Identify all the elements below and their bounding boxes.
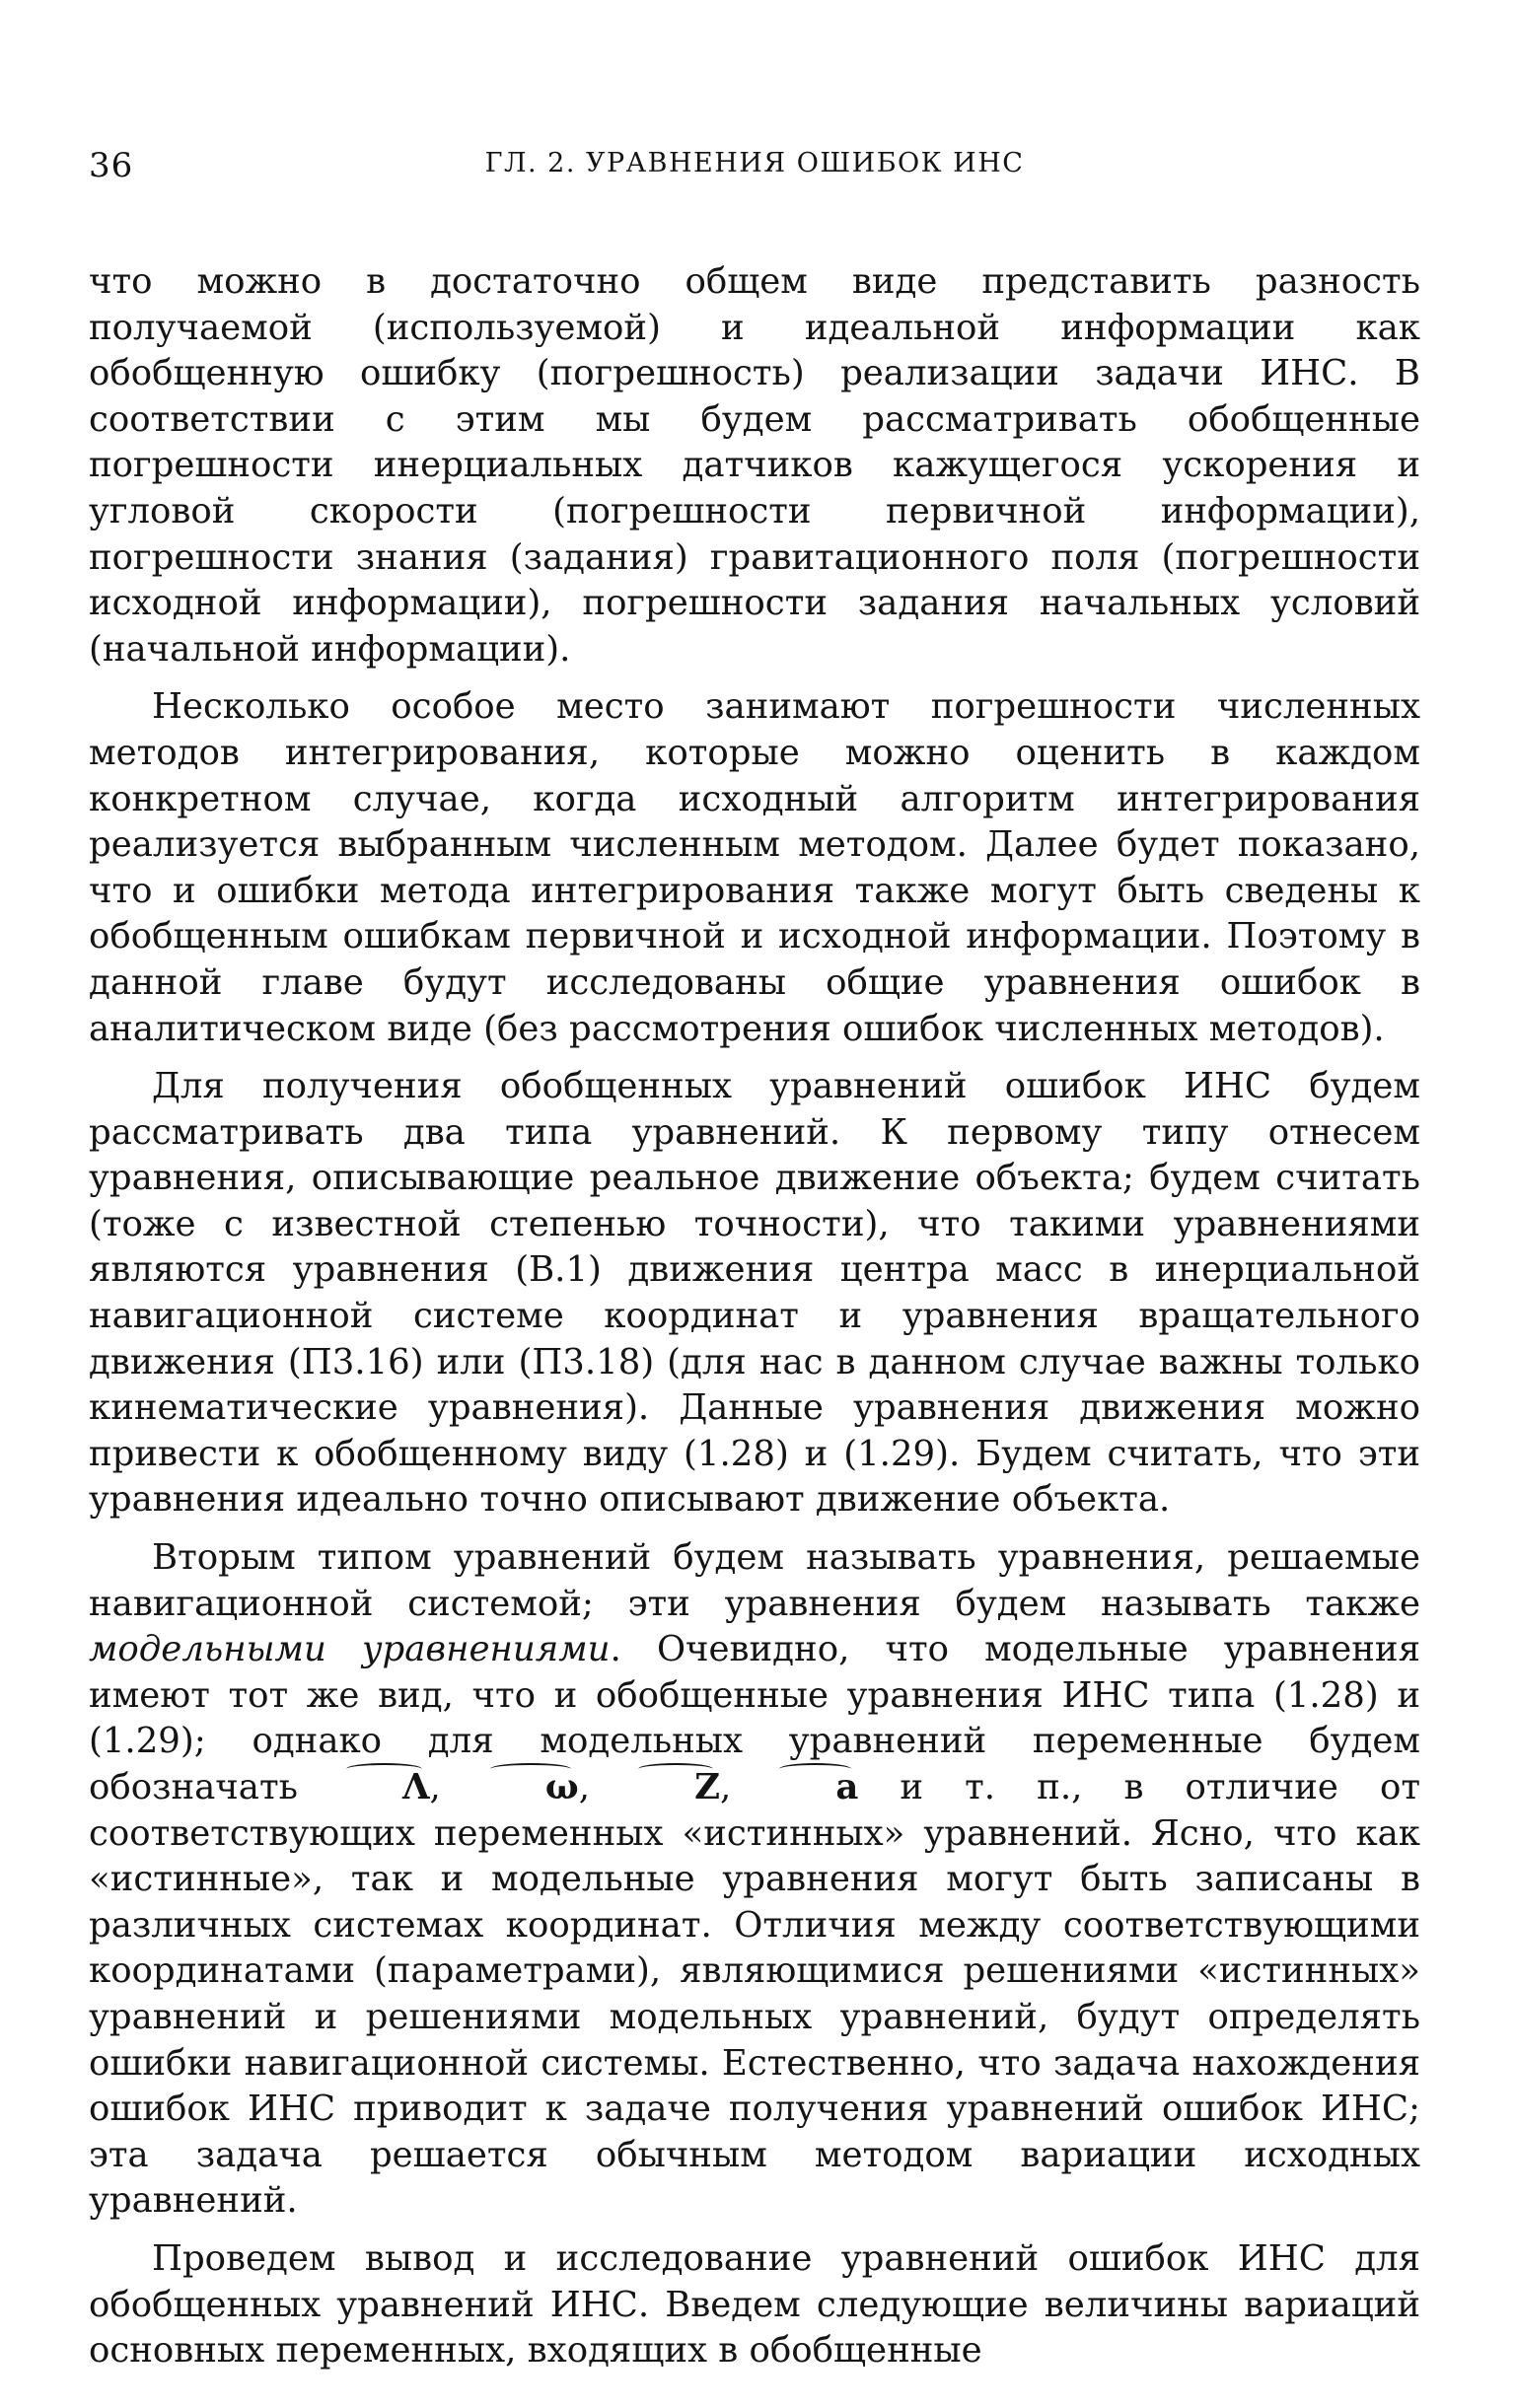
symbol-separator: ,: [719, 1767, 773, 1807]
hat-lambda-symbol: Λ: [339, 1765, 430, 1811]
running-title: ГЛ. 2. УРАВНЕНИЯ ОШИБОК ИНС: [484, 148, 1025, 178]
body-text: [89, 259, 1420, 2374]
paragraph-4: [89, 1535, 1420, 2225]
paragraph-4-text-b: . Очевидно, что модельные уравнения имеют тот же вид, что и обобщенные уравнения ИНС типа (1.28) и (1.29); однако для модельных уравнений переменные будем обозначать: [89, 1629, 1420, 1807]
paragraph-1: что можно в достаточно общем виде представить разность получаемой (используемой) и идеальной информации как обобщенную ошибку (погрешность) реализации задачи ИНС. В соответствии с этим мы будем рассматривать обобщенные погрешности инерциальных датчиков кажущегося ускорения и угловой скорости (погрешности первичной информации), погрешности знания (задания) гравитационного поля (погрешности исходной информации), погрешности задания начальных условий (начальной информации).: [89, 261, 1420, 670]
hat-z-symbol: Z: [631, 1765, 720, 1811]
paragraph-4-text-c: и т. п., в отличие от соответствующих переменных «истинных» уравнений. Ясно, что как «истинные», так и модельные уравнения могут быть записаны в различных системах координат. Отличия между соответствующими координатами (параметрами), являющимися решениями «истинных» уравнений и решениями модельных уравнений, будут определять ошибки навигационной системы. Естественно, что задача нахождения ошибок ИНС приводит к задаче получения уравнений ошибок ИНС; эта задача решается обычным методом вариации исходных уравнений.: [89, 1767, 1420, 2222]
hat-a-symbol: a: [772, 1765, 858, 1811]
hat-omega-symbol: ω: [482, 1765, 579, 1811]
symbol-separator: ,: [429, 1767, 482, 1807]
italic-term-model-equations: модельными уравнениями: [89, 1629, 611, 1670]
paragraph-4-text-a: Вторым типом уравнений будем называть уравнения, решаемые навигационной системой; эти уравнения будем называть также: [89, 1537, 1420, 1624]
paragraph-5: Проведем вывод и исследование уравнений ошибок ИНС для обобщенных уравнений ИНС. Введем следующие величины вариаций основных переменных, входящих в обобщенные: [89, 2237, 1420, 2372]
paragraph-3: Для получения обобщенных уравнений ошибок ИНС будем рассматривать два типа уравнений. К первому типу отнесем уравнения, описывающие реальное движение объекта; будем считать (тоже с известной степенью точности), что такими уравнениями являются уравнения (В.1) движения центра масс в инерциальной навигационной системе координат и уравнения вращательного движения (П3.16) или (П3.18) (для нас в данном случае важны только кинематические уравнения). Данные уравнения движения можно привести к обобщенному виду (1.28) и (1.29). Будем считать, что эти уравнения идеально точно описывают движение объекта.: [89, 1066, 1420, 1521]
paragraph-2: Несколько особое место занимают погрешности численных методов интегрирования, которые можно оценить в каждом конкретном случае, когда исходный алгоритм интегрирования реализуется выбранным численным методом. Далее будет показано, что и ошибки метода интегрирования также могут быть сведены к обобщенным ошибкам первичной и исходной информации. Поэтому в данной главе будут исследованы общие уравнения ошибок в аналитическом виде (без рассмотрения ошибок численных методов).: [89, 686, 1420, 1049]
book-page: [89, 146, 1420, 2386]
symbol-separator: ,: [578, 1767, 632, 1807]
page-number: 36: [89, 146, 134, 185]
page-header: [89, 146, 1420, 205]
